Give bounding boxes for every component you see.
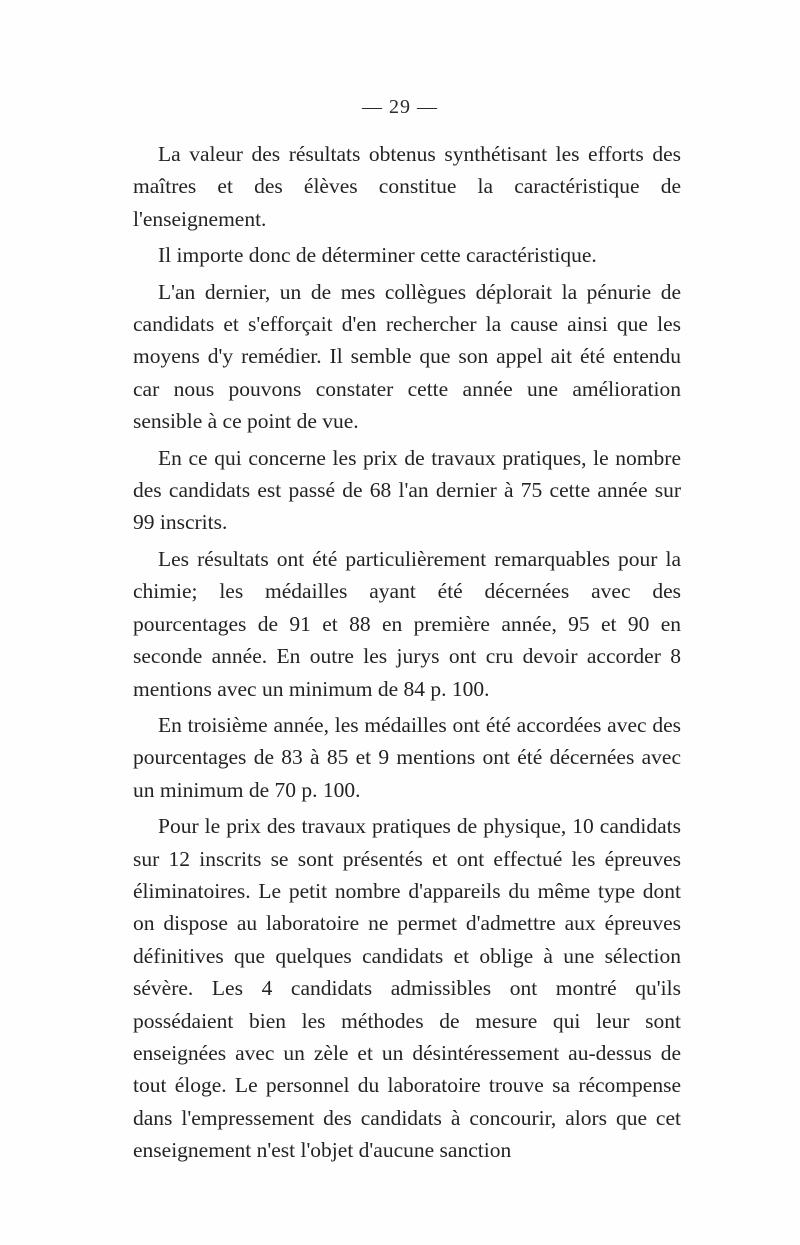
paragraph-2: Il importe donc de déterminer cette caractéristique. [158,243,597,268]
page-number: — 29 — [362,96,438,118]
paragraph-1: La valeur des résultats obtenus synthétisant les efforts des maîtres et des élèves constitue la caractéristique de l'enseignement. [133,142,681,231]
paragraph-5: Les résultats ont été particulièrement remarquables pour la chimie; les médailles ayant été décernées avec des pourcentages de 91 et 88 en première année, 95 et 90 en seconde année. En outre les jurys ont cru devoir accorder 8 mentions avec un minimum de 84 p. 100. [133,546,681,701]
paragraph-6: En troisième année, les médailles ont été accordées avec des pourcentages de 83 à 85 et 9 mentions ont été décernées avec un minimum de 70 p. 100. [133,712,681,802]
paragraph-3: L'an dernier, un de mes collègues déplorait la pénurie de candidats et s'efforçait d'en rechercher la cause ainsi que les moyens d'y remédier. Il semble que son appel ait été entendu car nous pouvons constater cette année une amélioration sensible à ce point de vue. [133,279,681,434]
body-text [133,138,681,1171]
paragraph-4: En ce qui concerne les prix de travaux pratiques, le nombre des candidats est passé de 68 l'an dernier à 75 cette année sur 99 inscrits. [133,445,681,535]
paragraph-7: Pour le prix des travaux pratiques de physique, 10 candidats sur 12 inscrits se sont présentés et ont effectué les épreuves éliminatoires. Le petit nombre d'appareils du même type dont on dispose au laboratoire ne permet d'admettre aux épreuves définitives que quelques candidats et oblige à une sélection sévère. Les 4 candidats admissibles ont montré qu'ils possédaient bien les méthodes de mesure qui leur sont enseignées avec un zèle et un désintéressement au-dessus de tout éloge. Le personnel du laboratoire trouve sa récompense dans l'empressement des candidats à concourir, alors que cet enseignement n'est l'objet d'aucune sanction [133,814,681,1163]
